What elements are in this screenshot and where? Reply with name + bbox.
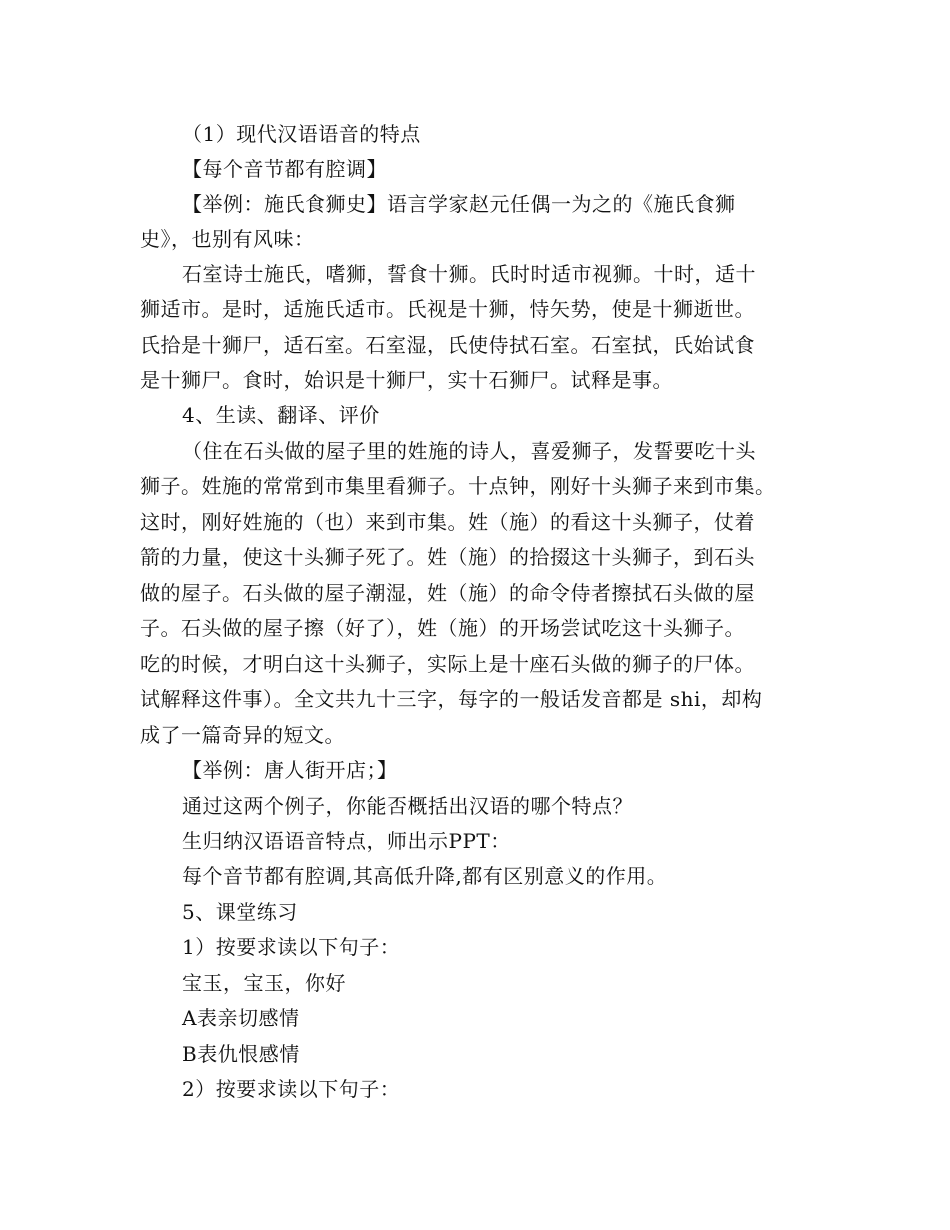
exercise-line: 2）按要求读以下句子：: [182, 1077, 401, 1101]
exercise-line: 宝玉，宝玉，你好: [182, 971, 346, 995]
exercise-option: A表亲切感情: [182, 1006, 300, 1030]
translation-line: 狮子。姓施的常常到市集里看狮子。十点钟，刚好十头狮子来到市集。: [140, 474, 776, 498]
poem-line: 石室诗士施氏，嗜狮，誓食十狮。氏时时适市视狮。十时，适十: [182, 262, 756, 286]
bracket-heading: 【举例：唐人街开店；】: [182, 758, 398, 782]
step-heading: 5、课堂练习: [182, 900, 298, 924]
step-heading: 4、生读、翻译、评价: [182, 403, 380, 427]
poem-line: 是十狮尸。食时，始识是十狮尸，实十石狮尸。试释是事。: [140, 368, 673, 392]
section-heading: （1）现代汉语语音的特点: [182, 122, 421, 146]
translation-line: （住在石头做的屋子里的姓施的诗人，喜爱狮子，发誓要吃十头: [182, 439, 756, 463]
exercise-line: 1）按要求读以下句子：: [182, 935, 401, 959]
example-intro-line: 史》，也别有风味：: [140, 227, 315, 251]
translation-line: 箭的力量，使这十头狮子死了。姓（施）的拾掇这十头狮子，到石头: [140, 545, 755, 569]
translation-line: 这时，刚好姓施的（也）来到市集。姓（施）的看这十头狮子，仗着: [140, 510, 755, 534]
question-line: 通过这两个例子，你能否概括出汉语的哪个特点？: [182, 794, 633, 818]
translation-line: 成了一篇奇异的短文。: [140, 723, 345, 747]
translation-line: 试解释这件事）。全文共九十三字，每字的一般话发音都是 shi，却构: [140, 687, 763, 711]
translation-line: 吃的时候，才明白这十头狮子，实际上是十座石头做的狮子的尸体。: [140, 652, 755, 676]
example-intro-line: 【举例：施氏食狮史】语言学家赵元任偶一为之的《施氏食狮: [182, 192, 736, 216]
translation-line: 做的屋子。石头做的屋子潮湿，姓（施）的命令侍者擦拭石头做的屋: [140, 581, 755, 605]
poem-line: 狮适市。是时，适施氏适市。氏视是十狮，恃矢势，使是十狮逝世。: [140, 297, 755, 321]
bracket-heading: 【每个音节都有腔调】: [182, 157, 387, 181]
exercise-option: B表仇恨感情: [182, 1042, 300, 1066]
translation-line: 子。石头做的屋子擦（好了），姓（施）的开场尝试吃这十头狮子。: [140, 616, 745, 640]
poem-line: 氏拾是十狮尸，适石室。石室湿，氏使侍拭石室。石室拭，氏始试食: [140, 333, 755, 357]
summary-line: 生归纳汉语语音特点，师出示PPT：: [182, 829, 511, 853]
summary-line: 每个音节都有腔调,其高低升降,都有区别意义的作用。: [182, 864, 668, 888]
